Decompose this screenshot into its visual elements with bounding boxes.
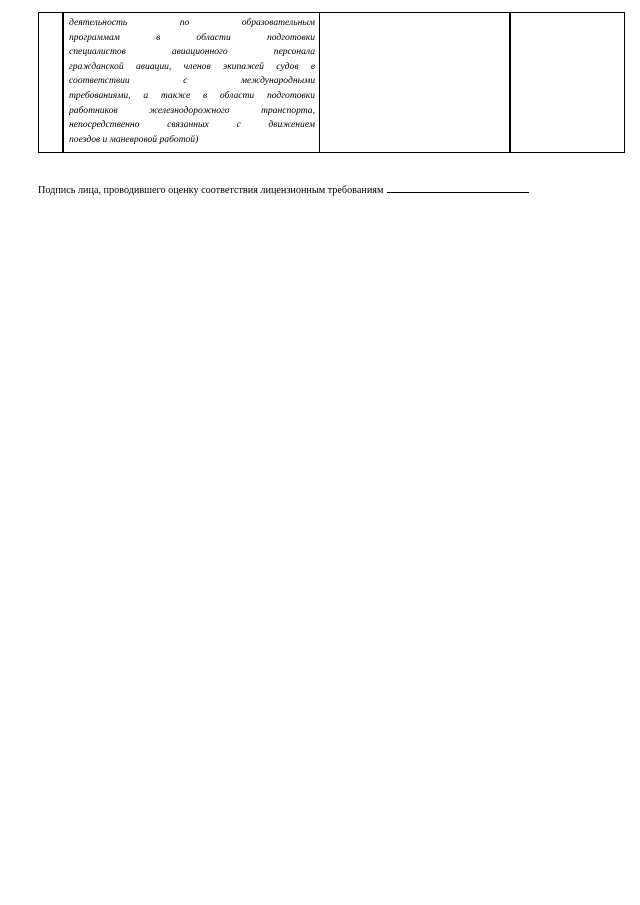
requirement-text-cell xyxy=(63,13,320,153)
signature-label: Подпись лица, проводившего оценку соответствия лицензионным требованиям xyxy=(38,185,384,196)
requirement-line: работников железнодорожного транспорта, xyxy=(69,104,315,116)
requirement-text xyxy=(64,13,319,147)
requirement-line: специалистов авиационного персонала xyxy=(69,46,315,58)
requirements-table xyxy=(38,12,625,153)
requirement-line: гражданской авиации, членов экипажей судов в xyxy=(69,60,315,72)
requirement-line: деятельность по образовательным xyxy=(69,17,315,28)
table-row xyxy=(39,13,625,153)
signature-block xyxy=(38,183,598,198)
requirement-line: требованиями, а также в области подготовки xyxy=(69,89,315,101)
compliance-cell xyxy=(320,13,511,153)
requirement-line: соответствии с международными xyxy=(69,75,315,87)
requirement-line: поездов и маневровой работой) xyxy=(69,133,199,145)
signature-line xyxy=(387,183,529,193)
requirement-line: программам в области подготовки xyxy=(69,31,315,43)
requirement-line: непосредственно связанных с движением xyxy=(69,119,315,131)
row-number-cell xyxy=(39,13,64,153)
notes-cell xyxy=(510,13,625,153)
